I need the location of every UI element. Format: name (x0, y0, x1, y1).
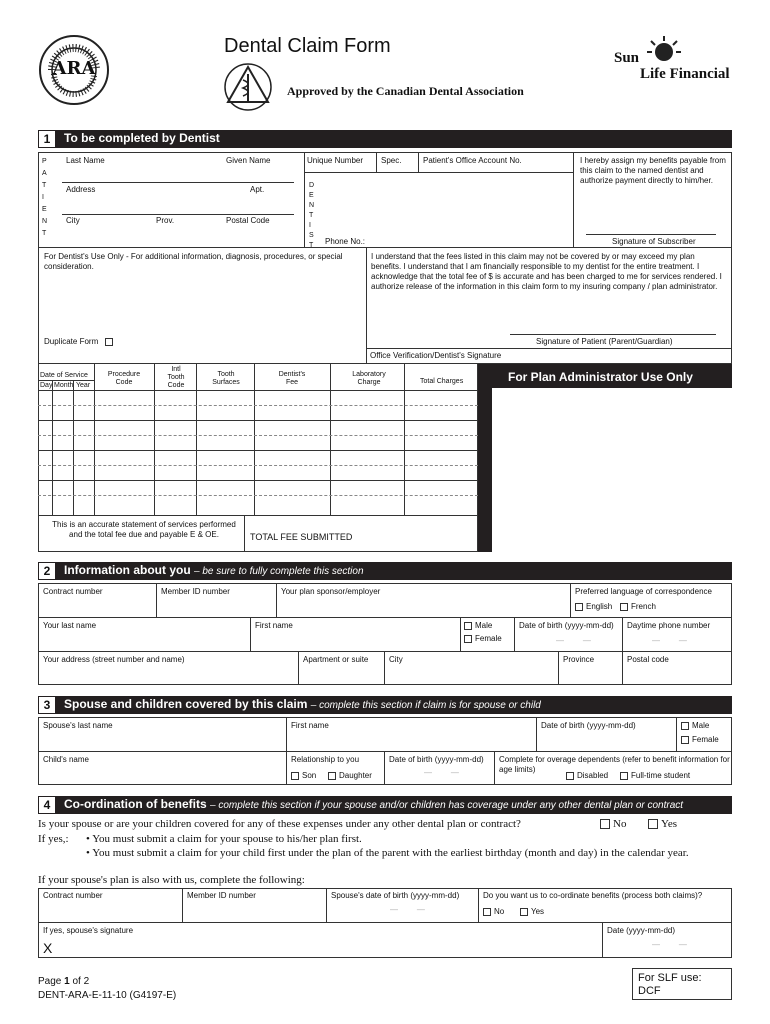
spouse-signature-field[interactable] (60, 936, 590, 956)
french-checkbox[interactable] (620, 603, 628, 611)
service-row[interactable] (38, 391, 478, 405)
child-dob-dashes: — — (424, 768, 461, 777)
col-lab-charge: Laboratory Charge (352, 371, 386, 386)
child-dob-label: Date of birth (yyyy-mm-dd) (389, 755, 484, 764)
form-code: DENT-ARA-E-11-10 (G4197-E) (38, 990, 177, 1001)
english-checkbox[interactable] (575, 603, 583, 611)
section-title: Co-ordination of benefits – complete this section if your spouse and/or children has coverage under any other dental plan or contract (64, 797, 684, 811)
spouse-dob-label: Date of birth (yyyy-mm-dd) (541, 721, 636, 730)
postal-code-label: Postal code (627, 655, 669, 664)
col-year: Year (76, 382, 91, 389)
col-day: Day (40, 382, 53, 389)
bullet-1: • You must submit a claim for your spouse to his/her plan first. (86, 833, 362, 845)
office-verification-label: Office Verification/Dentist's Signature (370, 351, 502, 360)
first-name-label: First name (255, 621, 293, 630)
approved-text: Approved by the Canadian Dental Association (287, 84, 524, 98)
coordinate-yes-option[interactable]: Yes (520, 907, 544, 917)
given-name-label: Given Name (226, 156, 271, 165)
dentist-vertical-label: D E N T I S T (309, 182, 315, 249)
plan-admin-inner (492, 388, 732, 552)
subscriber-signature-field[interactable] (586, 212, 716, 234)
your-last-name-label: Your last name (43, 621, 97, 630)
section-title: To be completed by Dentist (64, 131, 220, 145)
phone-dashes: — — (652, 636, 689, 645)
spouse-dob-dashes: — — (390, 905, 427, 914)
coverage-yes-option[interactable]: Yes (648, 818, 677, 830)
coverage-question: Is your spouse or are your children covered for any of these expenses under any other dental plan or contract? (38, 818, 521, 830)
plan-sponsor-label: Your plan sponsor/employer (281, 587, 381, 596)
col-intl-tooth-code: Intl Tooth Code (167, 366, 185, 389)
section-2-header (38, 562, 732, 580)
son-option[interactable]: Son (291, 771, 316, 781)
section-1-header (38, 130, 732, 148)
female-checkbox[interactable] (464, 635, 472, 643)
city-label: City (66, 216, 80, 225)
col-date-of-service: Date of Service (40, 372, 88, 379)
member-id-label: Member ID number (161, 587, 230, 596)
section-number: 4 (38, 796, 56, 814)
section-2-grid (38, 583, 732, 685)
yes-checkbox[interactable] (648, 819, 658, 829)
fulltime-option[interactable]: Full-time student (620, 771, 690, 781)
col-month: Month (54, 382, 74, 389)
french-option[interactable]: French (620, 602, 656, 612)
page-number: Page 1 of 2 (38, 976, 90, 987)
date-label: Date (yyyy-mm-dd) (607, 926, 676, 935)
no-checkbox[interactable] (483, 908, 491, 916)
subscriber-signature-label: Signature of Subscriber (612, 237, 696, 246)
relationship-label: Relationship to you (291, 755, 360, 764)
daytime-phone-label: Daytime phone number (627, 621, 711, 630)
patient-vertical-label: P A T I E N T (42, 158, 48, 237)
female-option[interactable]: Female (464, 634, 502, 644)
total-fee-field[interactable] (360, 520, 474, 548)
dentist-use-text: For Dentist's Use Only - For additional information, diagnosis, procedures, or special consideration. (44, 252, 343, 271)
disabled-checkbox[interactable] (566, 772, 574, 780)
patient-last-name-field[interactable] (62, 166, 294, 180)
no-checkbox[interactable] (600, 819, 610, 829)
disabled-option[interactable]: Disabled (566, 771, 608, 781)
duplicate-form-checkbox[interactable] (105, 338, 113, 346)
date-dashes: — — (652, 940, 689, 949)
prov-label: Prov. (156, 216, 175, 225)
col-total-charges: Total Charges (420, 378, 464, 385)
english-option[interactable]: English (575, 602, 612, 612)
plan-admin-title: For Plan Administrator Use Only (508, 370, 693, 384)
male-checkbox[interactable] (681, 722, 689, 730)
brand-life-financial: Life Financial (640, 66, 730, 82)
spouse-dob-label: Spouse's date of birth (yyyy-mm-dd) (331, 891, 460, 900)
coordinate-no-option[interactable]: No (483, 907, 504, 917)
spouse-first-name-label: First name (291, 721, 329, 730)
s4-contract-label: Contract number (43, 891, 103, 900)
coordinate-label: Do you want us to co-ordinate benefits (process both claims)? (483, 891, 703, 900)
apartment-label: Apartment or suite (303, 655, 369, 664)
slf-use-label: For SLF use: (638, 972, 702, 984)
language-label: Preferred language of correspondence (575, 587, 712, 596)
female-checkbox[interactable] (681, 736, 689, 744)
spouse-last-name-label: Spouse's last name (43, 721, 113, 730)
if-yes-label: If yes,: (38, 833, 69, 845)
city-label: City (389, 655, 403, 664)
province-label: Province (563, 655, 595, 664)
contract-number-label: Contract number (43, 587, 103, 596)
bullet-2: • You must submit a claim for your child first under the plan of the parent with the earliest birthday (month and day) in the calendar year. (86, 847, 689, 859)
ara-logo (38, 34, 110, 106)
form-title: Dental Claim Form (224, 35, 391, 57)
brand-sun: Sun (614, 50, 640, 66)
daughter-option[interactable]: Daughter (328, 771, 372, 781)
statement-text: This is an accurate statement of services performed and the total fee due and payable E & OE. (52, 520, 236, 539)
patient-signature-label: Signature of Patient (Parent/Guardian) (536, 337, 673, 346)
total-fee-submitted-label: TOTAL FEE SUBMITTED (250, 532, 353, 542)
spouse-female-option[interactable]: Female (681, 735, 719, 745)
spouse-signature-label: If yes, spouse's signature (43, 926, 134, 935)
office-account-label: Patient's Office Account No. (423, 156, 522, 165)
overage-label: Complete for overage dependents (refer to benefit information for age limits) (499, 755, 730, 774)
understand-text: I understand that the fees listed in this claim may not be covered by or may exceed my plan benefits. I understand that I am financially responsible to my dentist for the entire treatment. I acknowledge that the total fee of $ is accurate and has been charged to me for services rendered. I authorize release of the information in this claim form to my insuring company / plan administrator. (371, 252, 722, 291)
last-name-label: Last Name (66, 156, 105, 165)
s4-member-label: Member ID number (187, 891, 256, 900)
son-checkbox[interactable] (291, 772, 299, 780)
male-option[interactable]: Male (464, 621, 492, 631)
section-number: 1 (38, 130, 56, 148)
fulltime-checkbox[interactable] (620, 772, 628, 780)
phone-label: Phone No.: (325, 237, 366, 246)
section-number: 2 (38, 562, 56, 580)
daughter-checkbox[interactable] (328, 772, 336, 780)
spec-label: Spec. (381, 156, 402, 165)
unique-number-label: Unique Number (307, 156, 364, 165)
ara-logo-text: ARA (52, 58, 96, 79)
section-4-header (38, 796, 732, 814)
also-with-us-label: If your spouse's plan is also with us, complete the following: (38, 874, 305, 886)
section-3-header (38, 696, 732, 714)
col-tooth-surfaces: Tooth Surfaces (212, 371, 240, 386)
apt-label: Apt. (250, 185, 265, 194)
childs-name-label: Child's name (43, 755, 89, 764)
signature-x: X (43, 940, 53, 956)
section-number: 3 (38, 696, 56, 714)
address-label: Address (66, 185, 96, 194)
dob-dashes: — — (556, 636, 593, 645)
male-checkbox[interactable] (464, 622, 472, 630)
assign-text: I hereby assign my benefits payable from this claim to the named dentist and authorize payment directly to him/her. (580, 156, 726, 185)
dob-label: Date of birth (yyyy-mm-dd) (519, 621, 614, 630)
coverage-no-option[interactable]: No (600, 818, 626, 830)
section-title: Spouse and children covered by this claim – complete this section if claim is for spouse or child (64, 697, 541, 711)
spouse-male-option[interactable]: Male (681, 721, 709, 731)
col-procedure-code: Procedure Code (107, 371, 141, 386)
col-dentists-fee: Dentist's Fee (278, 371, 306, 386)
cda-logo (223, 62, 273, 112)
dentist-block (304, 152, 574, 248)
sun-life-logo (612, 36, 734, 86)
section-title: Information about you – be sure to fully complete this section (64, 563, 364, 577)
your-address-label: Your address (street number and name) (43, 655, 185, 664)
dcf-label: DCF (638, 985, 661, 997)
yes-checkbox[interactable] (520, 908, 528, 916)
postal-code-label: Postal Code (226, 216, 270, 225)
duplicate-form-label: Duplicate Form (44, 337, 116, 347)
